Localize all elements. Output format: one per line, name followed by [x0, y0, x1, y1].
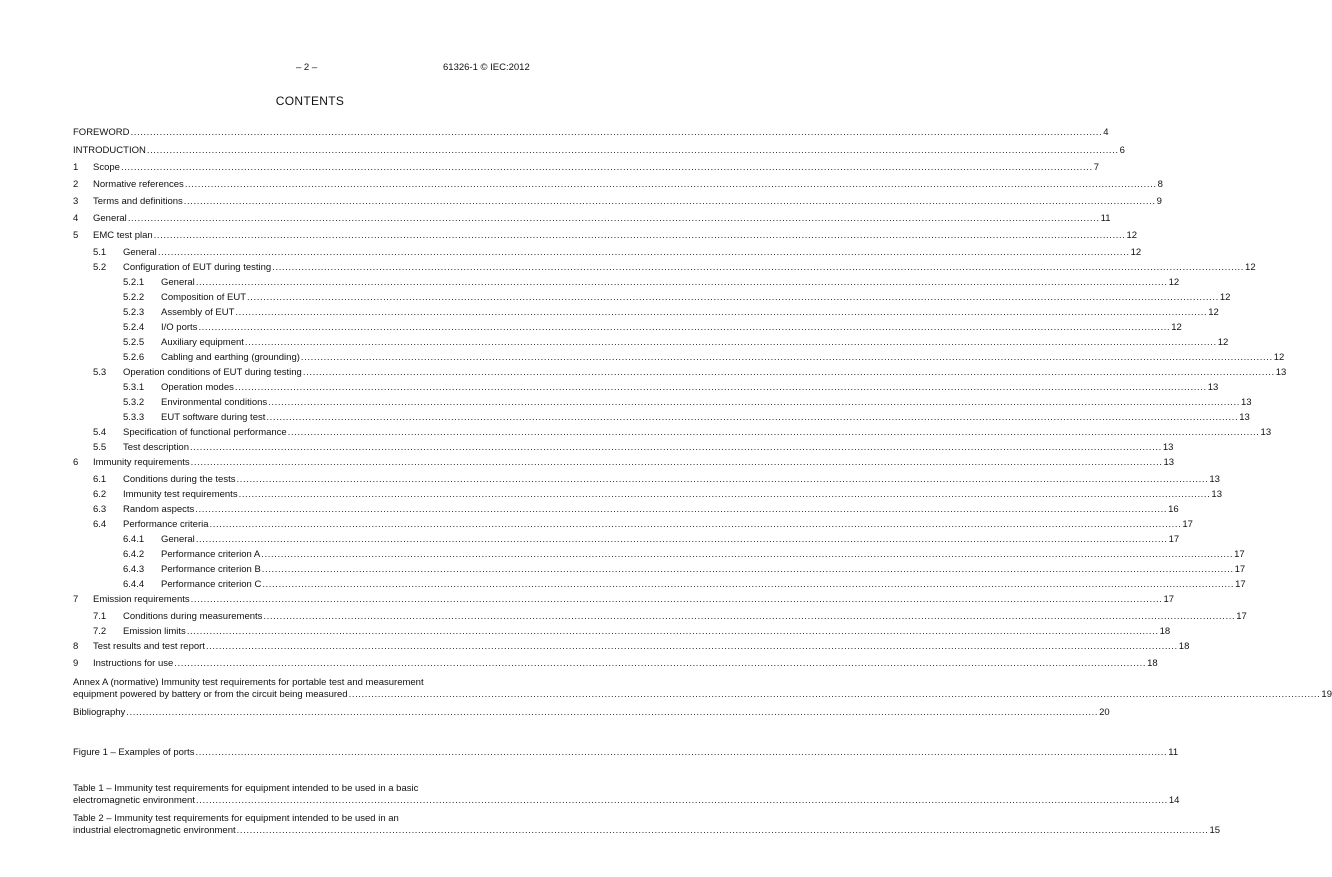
- toc-entry[interactable]: [73, 577, 1246, 592]
- toc-entry-number: 5.3: [93, 367, 107, 378]
- toc-entry[interactable]: [73, 532, 1180, 547]
- document-reference: 61326-1 © IEC:2012: [443, 62, 530, 73]
- toc-entry[interactable]: [73, 245, 1142, 260]
- toc-entry[interactable]: [73, 160, 1100, 175]
- toc-entry-page: 12: [1219, 292, 1231, 303]
- toc-annex-title-line2: equipment powered by battery or from the circuit being measured: [73, 689, 348, 700]
- leader-dots: ............................................................................................................................................................................................................................................................................................................: [195, 504, 1168, 515]
- leader-dots: ............................................................................................................................................................................................................................................................................................................: [190, 457, 1163, 468]
- toc-entry-title: Immunity requirements: [93, 457, 190, 468]
- leader-dots: ............................................................................................................................................................................................................................................................................................................: [174, 658, 1147, 669]
- leader-dots: ............................................................................................................................................................................................................................................................................................................: [234, 382, 1207, 393]
- toc-entry-page: 17: [1234, 564, 1246, 575]
- toc-entry-title: Test results and test report: [93, 641, 205, 652]
- toc-entry-title: General: [161, 277, 195, 288]
- toc-entry-title: Instructions for use: [93, 658, 174, 669]
- toc-entry-title: Random aspects: [123, 504, 195, 515]
- toc-entry-title: Operation modes: [161, 382, 234, 393]
- toc-entry-title: Auxiliary equipment: [161, 337, 244, 348]
- toc-entry-page: 18: [1178, 641, 1190, 652]
- toc-entry-title: Assembly of EUT: [161, 307, 235, 318]
- leader-dots: ............................................................................................................................................................................................................................................................................................................: [263, 611, 1236, 622]
- toc-entry-title: Performance criterion B: [161, 564, 261, 575]
- toc-entry-page: 9: [1156, 196, 1162, 207]
- toc-entry-number: 6: [73, 457, 79, 468]
- toc-entry-title: Normative references: [93, 179, 184, 190]
- toc-entry[interactable]: [73, 639, 1190, 654]
- toc-entry-number: 5.2.5: [123, 337, 145, 348]
- toc-entry-number: 5.2.2: [123, 292, 145, 303]
- toc-entry-number: 6.1: [93, 474, 107, 485]
- leader-dots: ............................................................................................................................................................................................................................................................................................................: [236, 825, 1209, 836]
- toc-entry-number: 6.2: [93, 489, 107, 500]
- leader-dots: ............................................................................................................................................................................................................................................................................................................: [302, 367, 1275, 378]
- toc-entry-number: 5.3.3: [123, 412, 145, 423]
- leader-dots: ............................................................................................................................................................................................................................................................................................................: [183, 196, 1156, 207]
- leader-dots: ............................................................................................................................................................................................................................................................................................................: [247, 292, 1219, 303]
- toc-entry-page: 13: [1275, 367, 1287, 378]
- toc-entry-page: 12: [1245, 262, 1256, 273]
- leader-dots: ............................................................................................................................................................................................................................................................................................................: [244, 337, 1217, 348]
- toc-entry[interactable]: [73, 143, 1125, 158]
- toc-entry-number: 5.2: [93, 262, 107, 273]
- toc-entry-number: 7.1: [93, 611, 107, 622]
- leader-dots: ............................................................................................................................................................................................................................................................................................................: [126, 707, 1099, 718]
- toc-entry[interactable]: [73, 487, 1222, 502]
- toc-entry-page: 12: [1130, 247, 1142, 258]
- toc-entry-title: EUT software during test: [161, 412, 266, 423]
- toc-entry-page: 17: [1163, 594, 1175, 605]
- toc-entry-page: 12: [1126, 230, 1138, 241]
- toc-entry-title: Performance criterion A: [161, 549, 261, 560]
- page-title: CONTENTS: [275, 94, 345, 108]
- leader-dots: ............................................................................................................................................................................................................................................................................................................: [146, 145, 1119, 156]
- toc-entry-number: 6.4.2: [123, 549, 145, 560]
- toc-entry-title: General: [123, 247, 157, 258]
- toc-entry-title: EMC test plan: [93, 230, 153, 241]
- toc-entry-page: 18: [1159, 626, 1171, 637]
- toc-entry[interactable]: [73, 455, 1175, 470]
- toc-entry-number: 5.2.1: [123, 277, 145, 288]
- toc-entry-number: 2: [73, 179, 79, 190]
- leader-dots: ............................................................................................................................................................................................................................................................................................................: [261, 549, 1234, 560]
- toc-entry-title: Emission limits: [123, 626, 186, 637]
- toc-entry-page: 12: [1171, 322, 1182, 333]
- toc-entry-title: Terms and definitions: [93, 196, 183, 207]
- toc-entry-number: 7: [73, 594, 79, 605]
- toc-entry-page: 13: [1260, 427, 1272, 438]
- leader-dots: ............................................................................................................................................................................................................................................................................................................: [195, 277, 1168, 288]
- toc-entry-page: 6: [1119, 145, 1125, 156]
- toc-entry-title: Immunity test requirements: [123, 489, 238, 500]
- toc-entry[interactable]: [73, 395, 1252, 410]
- toc-entry[interactable]: [73, 425, 1272, 440]
- leader-dots: ............................................................................................................................................................................................................................................................................................................: [268, 397, 1240, 408]
- toc-entry[interactable]: [73, 517, 1193, 532]
- toc-entry-title: General: [161, 534, 195, 545]
- toc-entry-number: 5.4: [93, 427, 107, 438]
- toc-entry-title: I/O ports: [161, 322, 198, 333]
- toc-entry[interactable]: [73, 260, 1256, 275]
- leader-dots: ............................................................................................................................................................................................................................................................................................................: [184, 179, 1157, 190]
- toc-entry[interactable]: [73, 350, 1285, 365]
- toc-entry-page: 13: [1239, 412, 1250, 423]
- toc-entry-number: 4: [73, 213, 79, 224]
- toc-table-title-line2: electromagnetic environment: [73, 795, 195, 806]
- toc-entry[interactable]: [73, 320, 1182, 335]
- toc-entry[interactable]: [73, 624, 1171, 639]
- toc-entry[interactable]: [73, 472, 1220, 487]
- toc-entry-number: 5: [73, 230, 79, 241]
- toc-table-page: 14: [1168, 795, 1180, 806]
- toc-entry-page: 13: [1211, 489, 1222, 500]
- leader-dots: ............................................................................................................................................................................................................................................................................................................: [195, 534, 1168, 545]
- toc-entry[interactable]: [73, 335, 1229, 350]
- toc-entry-page: 12: [1217, 337, 1229, 348]
- toc-entry[interactable]: [73, 592, 1175, 607]
- toc-entry-title: Test description: [123, 442, 190, 453]
- toc-entry-page: 17: [1168, 534, 1180, 545]
- toc-entry-title: General: [93, 213, 127, 224]
- leader-dots: ............................................................................................................................................................................................................................................................................................................: [238, 489, 1211, 500]
- toc-entry[interactable]: [73, 290, 1231, 305]
- toc-table-title-line1: Table 1 – Immunity test requirements for equipment intended to be used in a basic: [73, 783, 419, 794]
- toc-entry-page: 13: [1209, 474, 1220, 485]
- toc-bibliography-page: 20: [1099, 707, 1110, 718]
- toc-entry-number: 7.2: [93, 626, 107, 637]
- toc-entry-page: 12: [1208, 307, 1219, 318]
- toc-table-title-line2: industrial electromagnetic environment: [73, 825, 236, 836]
- toc-entry-title: Conditions during the tests: [123, 474, 236, 485]
- toc-entry-number: 5.1: [93, 247, 107, 258]
- toc-entry-title: Scope: [93, 162, 120, 173]
- toc-entry-number: 6.4.4: [123, 579, 145, 590]
- toc-entry-page: 7: [1093, 162, 1100, 173]
- toc-entry[interactable]: [73, 177, 1163, 192]
- toc-entry[interactable]: [73, 305, 1219, 320]
- toc-entry-page: 13: [1163, 457, 1175, 468]
- leader-dots: ............................................................................................................................................................................................................................................................................................................: [261, 564, 1234, 575]
- toc-entry-page: 11: [1100, 213, 1111, 224]
- toc-entry[interactable]: [73, 440, 1174, 455]
- toc-entry-title: Configuration of EUT during testing: [123, 262, 272, 273]
- leader-dots: ............................................................................................................................................................................................................................................................................................................: [190, 442, 1162, 453]
- toc-entry[interactable]: [73, 609, 1247, 624]
- toc-table-2[interactable]: [73, 813, 1221, 837]
- toc-entry-title: Performance criterion C: [161, 579, 262, 590]
- toc-entry-title: Operation conditions of EUT during testing: [123, 367, 302, 378]
- toc-entry-number: 6.4.1: [123, 534, 145, 545]
- leader-dots: ............................................................................................................................................................................................................................................................................................................: [120, 162, 1093, 173]
- toc-entry-page: 17: [1234, 549, 1245, 560]
- toc-entry[interactable]: [73, 125, 1109, 140]
- toc-entry[interactable]: [73, 502, 1179, 517]
- toc-entry-number: 6.4.3: [123, 564, 145, 575]
- toc-entry[interactable]: [73, 410, 1250, 425]
- toc-entry-number: 5.5: [93, 442, 107, 453]
- leader-dots: ............................................................................................................................................................................................................................................................................................................: [287, 427, 1260, 438]
- toc-entry-number: 5.2.6: [123, 352, 145, 363]
- toc-figure-page: 11: [1168, 747, 1179, 758]
- toc-entry[interactable]: [73, 380, 1219, 395]
- toc-entry-page: 13: [1162, 442, 1174, 453]
- toc-entry-page: 17: [1235, 579, 1246, 590]
- page-number: – 2 –: [296, 62, 318, 73]
- toc-entry[interactable]: [73, 211, 1111, 226]
- toc-entry[interactable]: [73, 228, 1138, 243]
- leader-dots: ............................................................................................................................................................................................................................................................................................................: [262, 579, 1235, 590]
- toc-entry-page: 4: [1103, 127, 1109, 138]
- toc-annex-a[interactable]: [73, 677, 1332, 701]
- toc-entry-number: 1: [73, 162, 79, 173]
- toc-table-1[interactable]: [73, 783, 1180, 807]
- toc-entry-number: 6.3: [93, 504, 107, 515]
- toc-entry-title: Performance criteria: [123, 519, 209, 530]
- toc-bibliography[interactable]: [73, 705, 1110, 720]
- toc-entry-page: 17: [1182, 519, 1193, 530]
- leader-dots: ............................................................................................................................................................................................................................................................................................................: [235, 307, 1208, 318]
- leader-dots: ............................................................................................................................................................................................................................................................................................................: [205, 641, 1178, 652]
- toc-entry[interactable]: [73, 562, 1246, 577]
- toc-entry-number: 9: [73, 658, 79, 669]
- toc-entry[interactable]: [73, 275, 1180, 290]
- leader-dots: ............................................................................................................................................................................................................................................................................................................: [190, 594, 1163, 605]
- toc-bibliography-label: Bibliography: [73, 707, 126, 718]
- toc-entry-number: 5.2.3: [123, 307, 145, 318]
- toc-entry[interactable]: [73, 656, 1158, 671]
- leader-dots: ............................................................................................................................................................................................................................................................................................................: [198, 322, 1171, 333]
- table-of-contents: [73, 125, 1332, 837]
- toc-entry[interactable]: [73, 547, 1245, 562]
- leader-dots: ............................................................................................................................................................................................................................................................................................................: [157, 247, 1130, 258]
- toc-entry-page: 16: [1168, 504, 1179, 515]
- leader-dots: ............................................................................................................................................................................................................................................................................................................: [348, 689, 1321, 700]
- toc-annex-title-line1: Annex A (normative) Immunity test requirements for portable test and measurement: [73, 677, 424, 688]
- leader-dots: ............................................................................................................................................................................................................................................................................................................: [195, 747, 1168, 758]
- toc-figure-label: Figure 1 – Examples of ports: [73, 747, 195, 758]
- toc-annex-page: 19: [1321, 689, 1332, 700]
- toc-entry-page: 12: [1168, 277, 1180, 288]
- toc-table-title-line1: Table 2 – Immunity test requirements for equipment intended to be used in an: [73, 813, 399, 824]
- toc-entry-title: FOREWORD: [73, 127, 130, 138]
- leader-dots: ............................................................................................................................................................................................................................................................................................................: [153, 230, 1126, 241]
- toc-entry-number: 8: [73, 641, 79, 652]
- toc-entry-page: 13: [1207, 382, 1219, 393]
- leader-dots: ............................................................................................................................................................................................................................................................................................................: [236, 474, 1209, 485]
- toc-entry-number: 5.3.1: [123, 382, 145, 393]
- leader-dots: ............................................................................................................................................................................................................................................................................................................: [300, 352, 1273, 363]
- toc-entry-page: 13: [1240, 397, 1252, 408]
- leader-dots: ............................................................................................................................................................................................................................................................................................................: [186, 626, 1159, 637]
- toc-table-page: 15: [1209, 825, 1221, 836]
- toc-entry-page: 12: [1273, 352, 1285, 363]
- toc-entry[interactable]: [73, 365, 1287, 380]
- toc-entry-page: 8: [1157, 179, 1163, 190]
- leader-dots: ............................................................................................................................................................................................................................................................................................................: [266, 412, 1239, 423]
- toc-entry-title: Conditions during measurements: [123, 611, 263, 622]
- toc-entry-title: Emission requirements: [93, 594, 190, 605]
- leader-dots: ............................................................................................................................................................................................................................................................................................................: [272, 262, 1245, 273]
- toc-entry-title: Cabling and earthing (grounding): [161, 352, 300, 363]
- toc-entry-title: Specification of functional performance: [123, 427, 287, 438]
- toc-entry-title: Composition of EUT: [161, 292, 247, 303]
- toc-figure-1[interactable]: [73, 745, 1179, 760]
- toc-entry-number: 5.2.4: [123, 322, 145, 333]
- toc-entry-page: 17: [1236, 611, 1247, 622]
- leader-dots: ............................................................................................................................................................................................................................................................................................................: [130, 127, 1103, 138]
- toc-entry-title: Environmental conditions: [161, 397, 268, 408]
- leader-dots: ............................................................................................................................................................................................................................................................................................................: [209, 519, 1182, 530]
- toc-main-list: [73, 125, 1287, 671]
- leader-dots: ............................................................................................................................................................................................................................................................................................................: [195, 795, 1168, 806]
- toc-entry-number: 3: [73, 196, 79, 207]
- toc-entry-page: 18: [1147, 658, 1158, 669]
- toc-entry-title: INTRODUCTION: [73, 145, 146, 156]
- toc-entry-number: 6.4: [93, 519, 107, 530]
- toc-entry-number: 5.3.2: [123, 397, 145, 408]
- leader-dots: ............................................................................................................................................................................................................................................................................................................: [127, 213, 1100, 224]
- toc-entry[interactable]: [73, 194, 1162, 209]
